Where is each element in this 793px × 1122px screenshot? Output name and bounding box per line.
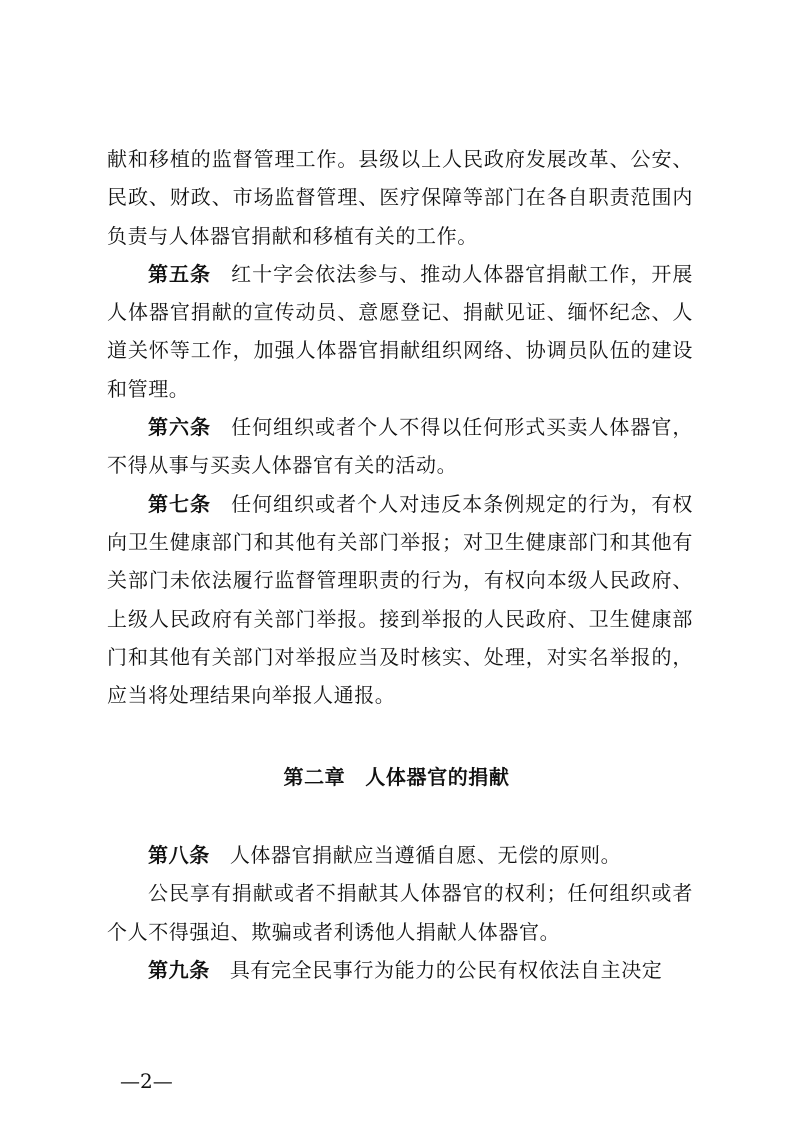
article-8-label: 第八条	[148, 843, 210, 867]
article-9-text: 具有完全民事行为能力的公民有权依法自主决定	[229, 957, 663, 982]
text-block-lower	[107, 836, 693, 989]
article-8-text: 人体器官捐献应当遵循自愿、无偿的原则。	[229, 843, 622, 867]
chapter-heading	[0, 758, 793, 796]
article-7	[107, 485, 693, 715]
article-6-text: 任何组织或者个人不得以任何形式买卖人体器官，不得从事与买卖人体器官有关的活动。	[107, 415, 693, 478]
article-8	[107, 836, 693, 874]
article-6	[107, 408, 693, 485]
chapter-number: 第二章	[283, 765, 346, 789]
paragraph-rights: 公民享有捐献或者不捐献其人体器官的权利；任何组织或者个人不得强迫、欺骗或者利诱他人捐献人体器官。	[107, 881, 693, 944]
chapter-title-text: 人体器官的捐献	[365, 765, 510, 789]
article-9	[107, 951, 693, 989]
article-6-label: 第六条	[148, 415, 212, 440]
paragraph-continuation: 献和移植的监督管理工作。县级以上人民政府发展改革、公安、民政、财政、市场监督管理、医疗保障等部门在各自职责范围内负责与人体器官捐献和移植有关的工作。	[107, 147, 693, 248]
article-5-text: 红十字会依法参与、推动人体器官捐献工作，开展人体器官捐献的宣传动员、意愿登记、捐献见证、缅怀纪念、人道关怀等工作，加强人体器官捐献组织网络、协调员队伍的建设和管理。	[107, 261, 693, 401]
article-7-label: 第七条	[148, 491, 212, 516]
text-block-upper	[107, 140, 693, 714]
article-9-label: 第九条	[148, 957, 210, 982]
page-number: —2—	[120, 1069, 173, 1093]
article-7-text: 任何组织或者个人对违反本条例规定的行为，有权向卫生健康部门和其他有关部门举报；对卫生健康部门和其他有关部门未依法履行监督管理职责的行为，有权向本级人民政府、上级人民政府有关部门举报。接到举报的人民政府、卫生健康部门和其他有关部门对举报应当及时核实、处理，对实名举报的，应当将处理结果向举报人通报。	[107, 491, 693, 708]
article-5-label: 第五条	[148, 261, 212, 286]
article-5	[107, 255, 693, 408]
